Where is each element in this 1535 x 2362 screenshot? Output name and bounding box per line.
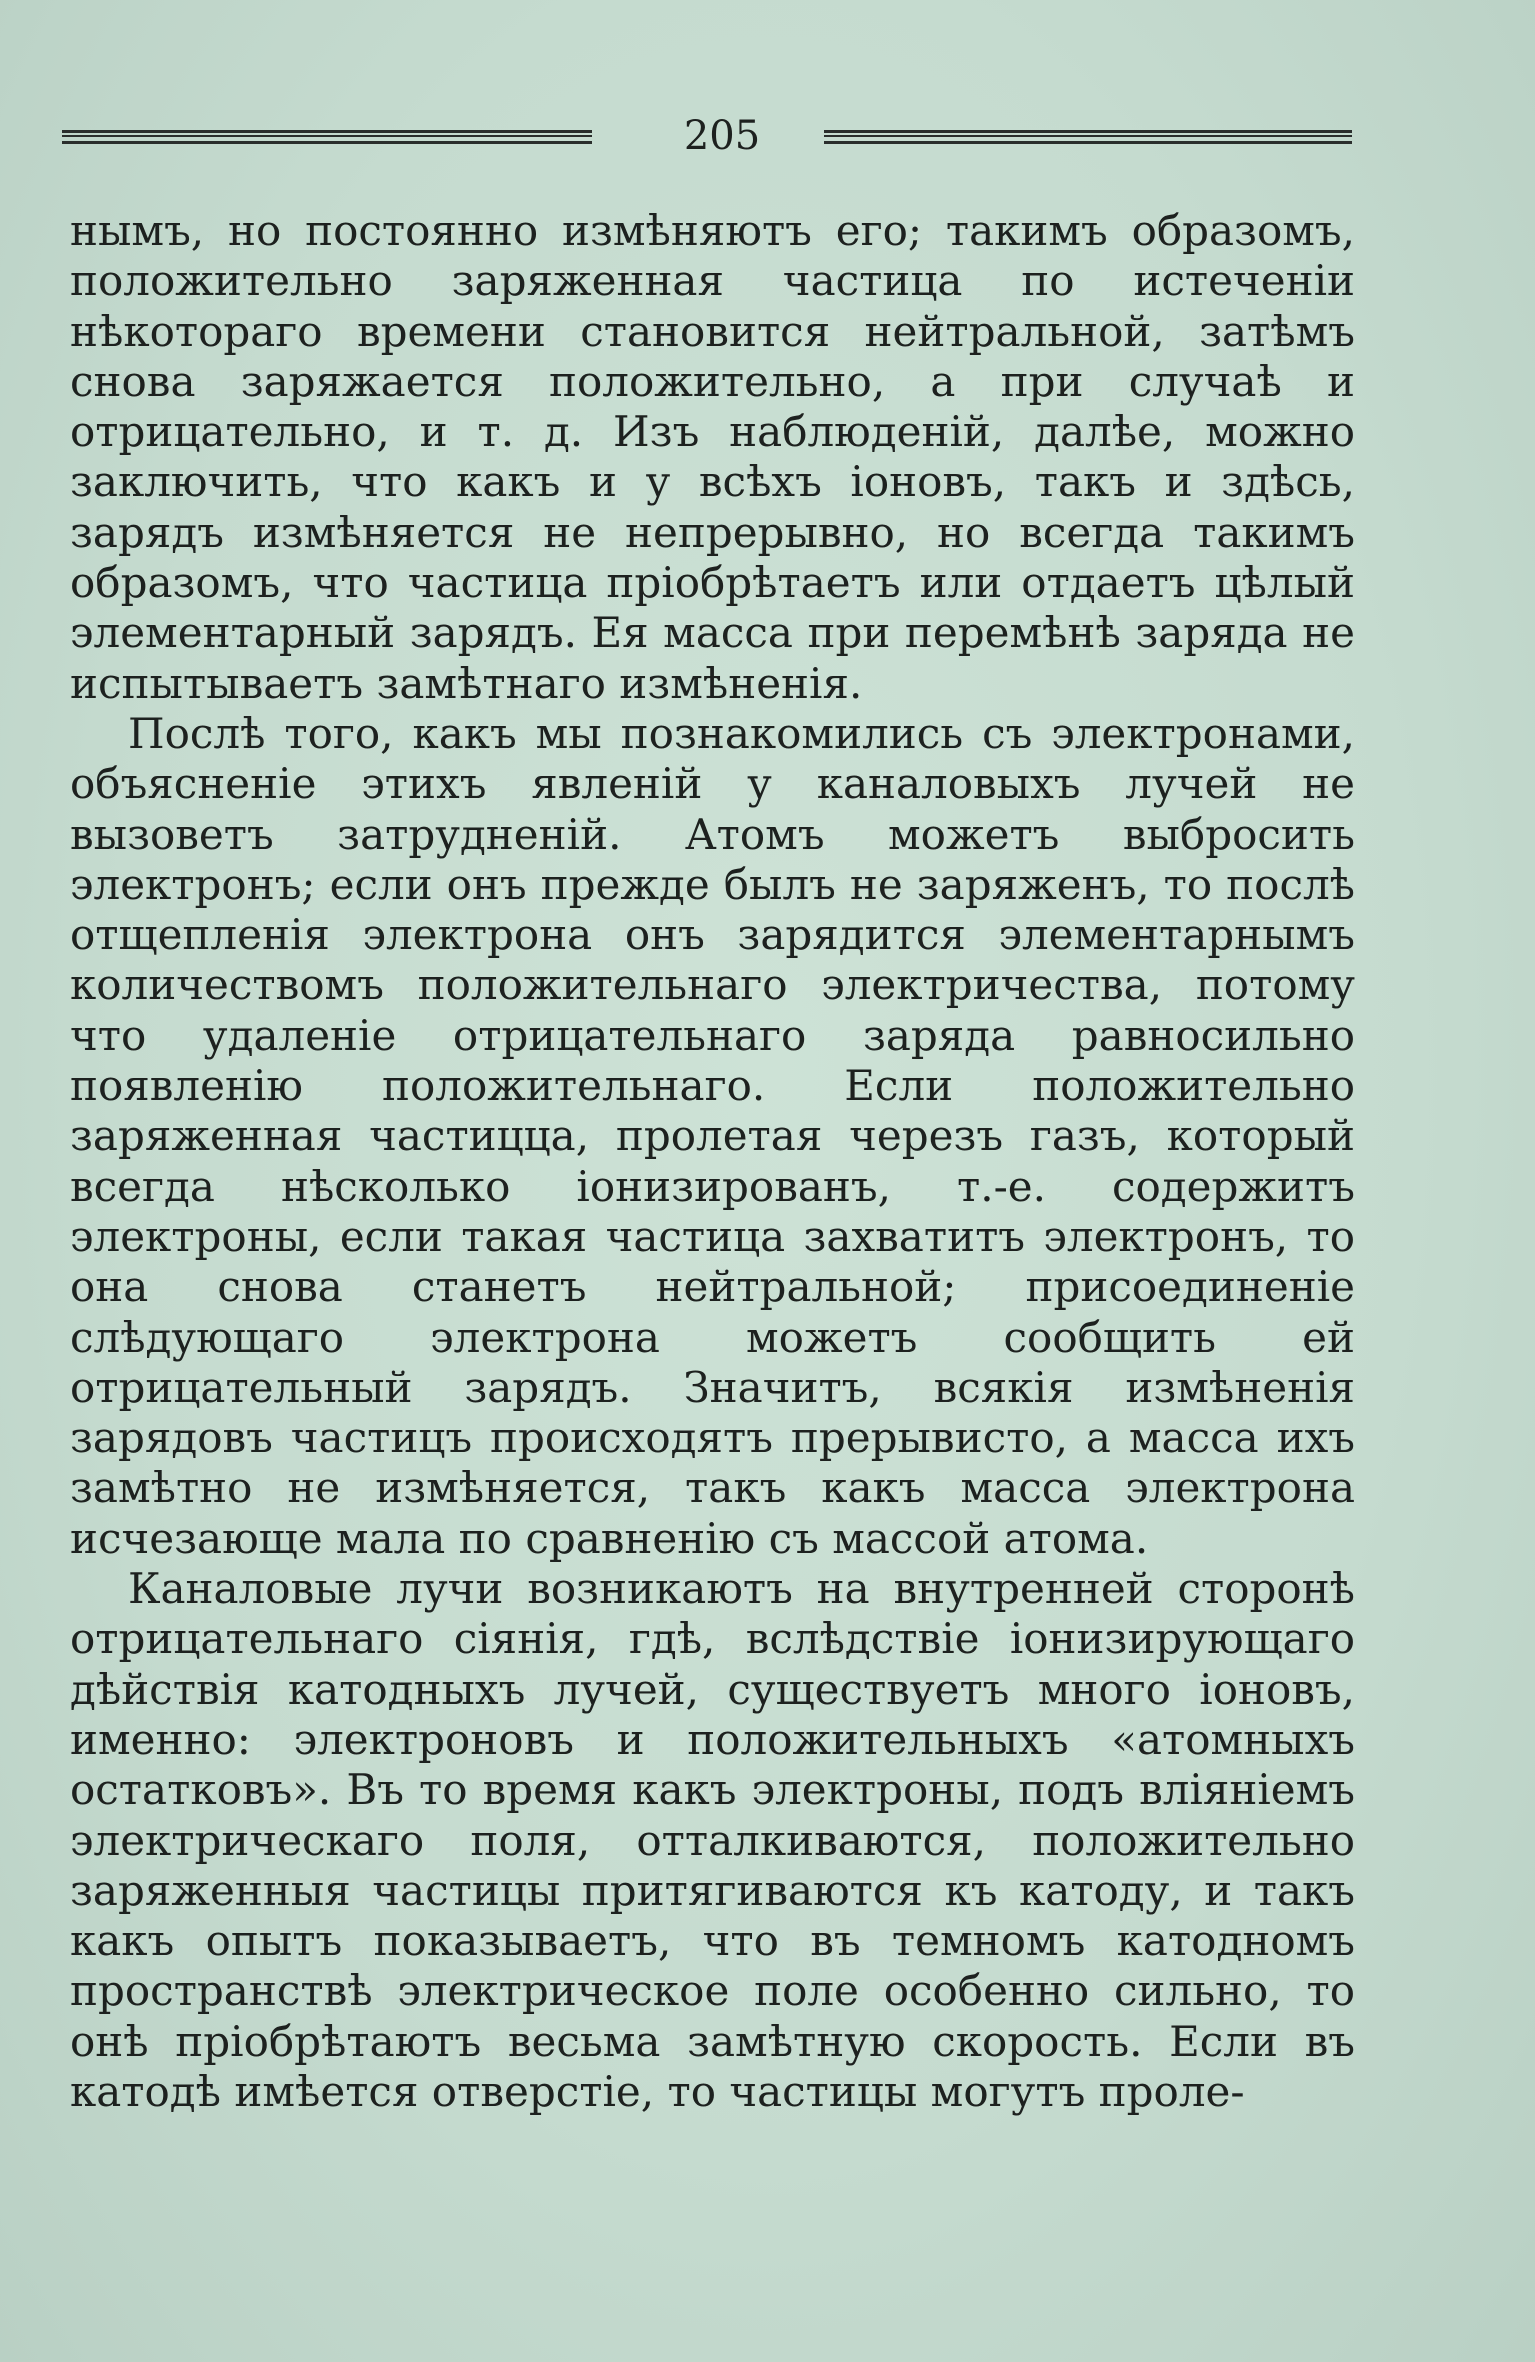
paragraph-electrons-explanation: Послѣ того, какъ мы познакомились съ электронами, объясненіе этихъ явленій у каналовыхъ лучей не вызоветъ затрудненій. Атомъ можетъ выбросить электронъ; если онъ прежде былъ не заряженъ, то послѣ отщепленія электрона онъ зарядится элементарнымъ количествомъ положительнаго электричества, потому что удаленіе отрицательнаго заряда равносильно появленію положительнаго. Если положительно заряженная частицца, пролетая черезъ газъ, который всегда нѣсколько іонизированъ, т.-е. содержитъ электроны, если такая частица захватитъ электронъ, то она снова станетъ нейтральной; присоединеніе слѣдующаго электрона можетъ сообщить ей отрицательный зарядъ. Значитъ, всякія измѣненія зарядовъ частицъ происходятъ прерывисто, а масса ихъ замѣтно не измѣняется, такъ какъ масса электрона исчезающе мала по сравненію съ массой атома. bbox=[70, 708, 1355, 1563]
header-rule-left bbox=[62, 130, 592, 144]
header-rule-right bbox=[824, 130, 1352, 144]
page-body bbox=[70, 206, 1355, 2117]
page-number: 205 bbox=[683, 113, 761, 159]
page-header bbox=[62, 108, 1352, 168]
paragraph-canal-rays-origin: Каналовые лучи возникаютъ на внутренней сторонѣ отрицательнаго сіянія, гдѣ, вслѣдствіе іонизирующаго дѣйствія катодныхъ лучей, существуетъ много іоновъ, именно: электроновъ и положительныхъ «атомныхъ остатковъ». Въ то время какъ электроны, подъ вліяніемъ электрическаго поля, отталкиваются, положительно заряженныя частицы притягиваются къ катоду, и такъ какъ опытъ показываетъ, что въ темномъ катодномъ пространствѣ электрическое поле особенно сильно, то онѣ пріобрѣтаютъ весьма замѣтную скорость. Если въ катодѣ имѣется отверстіе, то частицы могутъ проле- bbox=[70, 1564, 1355, 2116]
paragraph-continuation: нымъ, но постоянно измѣняютъ его; такимъ образомъ, положительно заряженная частица по истеченіи нѣкотораго времени становится нейтральной, затѣмъ снова заряжается положительно, а при случаѣ и отрицательно, и т. д. Изъ наблюденій, далѣе, можно заключить, что какъ и у всѣхъ іоновъ, такъ и здѣсь, зарядъ измѣняется не непрерывно, но всегда такимъ образомъ, что частица пріобрѣтаетъ или отдаетъ цѣлый элементарный зарядъ. Ея масса при перемѣнѣ заряда не испытываетъ замѣтнаго измѣненія. bbox=[70, 206, 1355, 708]
